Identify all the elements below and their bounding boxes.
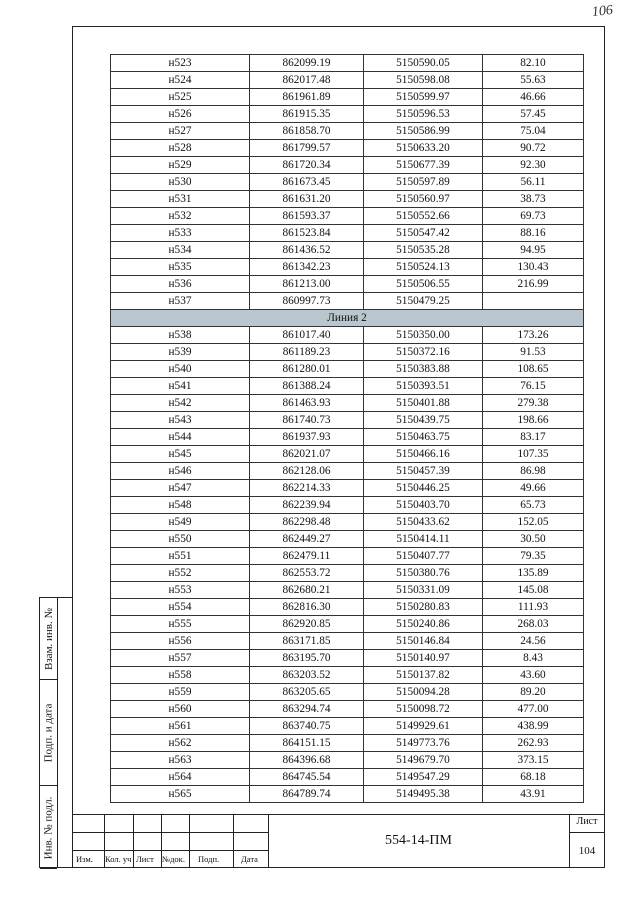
point-id-cell: н527	[111, 123, 250, 140]
y-coordinate-cell: 5149929.61	[364, 718, 483, 735]
stamp-ndok: №док.	[162, 854, 185, 864]
distance-cell: 8.43	[483, 650, 584, 667]
table-row	[111, 89, 584, 106]
point-id-cell: н544	[111, 429, 250, 446]
point-id-cell: н548	[111, 497, 250, 514]
point-id-cell: н543	[111, 412, 250, 429]
table-row	[111, 72, 584, 89]
x-coordinate-cell: 861017.40	[250, 327, 364, 344]
point-id-cell: н559	[111, 684, 250, 701]
distance-cell: 135.89	[483, 565, 584, 582]
x-coordinate-cell: 861189.23	[250, 344, 364, 361]
distance-cell: 55.63	[483, 72, 584, 89]
table-row	[111, 106, 584, 123]
table-row	[111, 174, 584, 191]
table-row	[111, 565, 584, 582]
point-id-cell: н558	[111, 667, 250, 684]
distance-cell: 69.73	[483, 208, 584, 225]
y-coordinate-cell: 5150463.75	[364, 429, 483, 446]
x-coordinate-cell: 861799.57	[250, 140, 364, 157]
y-coordinate-cell: 5150457.39	[364, 463, 483, 480]
y-coordinate-cell: 5150414.11	[364, 531, 483, 548]
table-row	[111, 191, 584, 208]
y-coordinate-cell: 5150380.76	[364, 565, 483, 582]
y-coordinate-cell: 5150560.97	[364, 191, 483, 208]
y-coordinate-cell: 5150596.53	[364, 106, 483, 123]
table-row	[111, 599, 584, 616]
table-row	[111, 378, 584, 395]
y-coordinate-cell: 5150446.25	[364, 480, 483, 497]
table-row	[111, 752, 584, 769]
distance-cell: 43.91	[483, 786, 584, 803]
distance-cell: 82.10	[483, 55, 584, 72]
distance-cell: 65.73	[483, 497, 584, 514]
x-coordinate-cell: 861858.70	[250, 123, 364, 140]
distance-cell: 268.03	[483, 616, 584, 633]
distance-cell: 373.15	[483, 752, 584, 769]
distance-cell: 90.72	[483, 140, 584, 157]
x-coordinate-cell: 862920.85	[250, 616, 364, 633]
x-coordinate-cell: 862553.72	[250, 565, 364, 582]
table-row	[111, 242, 584, 259]
point-id-cell: н531	[111, 191, 250, 208]
x-coordinate-cell: 861740.73	[250, 412, 364, 429]
point-id-cell: н557	[111, 650, 250, 667]
y-coordinate-cell: 5150407.77	[364, 548, 483, 565]
y-coordinate-cell: 5150350.00	[364, 327, 483, 344]
table-row	[111, 446, 584, 463]
table-row	[111, 293, 584, 310]
table-row	[111, 327, 584, 344]
distance-cell: 75.04	[483, 123, 584, 140]
table-row	[111, 429, 584, 446]
table-row	[111, 276, 584, 293]
distance-cell: 107.35	[483, 446, 584, 463]
y-coordinate-cell: 5150439.75	[364, 412, 483, 429]
x-coordinate-cell: 863294.74	[250, 701, 364, 718]
table-row	[111, 55, 584, 72]
x-coordinate-cell: 861631.20	[250, 191, 364, 208]
coordinates-table	[110, 54, 584, 803]
point-id-cell: н545	[111, 446, 250, 463]
point-id-cell: н564	[111, 769, 250, 786]
y-coordinate-cell: 5150506.55	[364, 276, 483, 293]
point-id-cell: н555	[111, 616, 250, 633]
x-coordinate-cell: 863740.75	[250, 718, 364, 735]
table-row	[111, 633, 584, 650]
x-coordinate-cell: 862128.06	[250, 463, 364, 480]
y-coordinate-cell: 5150383.88	[364, 361, 483, 378]
y-coordinate-cell: 5150401.88	[364, 395, 483, 412]
point-id-cell: н560	[111, 701, 250, 718]
side-strip	[39, 597, 72, 868]
x-coordinate-cell: 861342.23	[250, 259, 364, 276]
x-coordinate-cell: 863205.65	[250, 684, 364, 701]
point-id-cell: н533	[111, 225, 250, 242]
y-coordinate-cell: 5150677.39	[364, 157, 483, 174]
y-coordinate-cell: 5150137.82	[364, 667, 483, 684]
y-coordinate-cell: 5150280.83	[364, 599, 483, 616]
point-id-cell: н525	[111, 89, 250, 106]
point-id-cell: н538	[111, 327, 250, 344]
coordinates-table-body	[111, 55, 584, 803]
distance-cell: 92.30	[483, 157, 584, 174]
table-row	[111, 667, 584, 684]
point-id-cell: н524	[111, 72, 250, 89]
x-coordinate-cell: 861961.89	[250, 89, 364, 106]
y-coordinate-cell: 5150633.20	[364, 140, 483, 157]
point-id-cell: н542	[111, 395, 250, 412]
table-row	[111, 582, 584, 599]
x-coordinate-cell: 861673.45	[250, 174, 364, 191]
table-row	[111, 395, 584, 412]
distance-cell: 86.98	[483, 463, 584, 480]
point-id-cell: н529	[111, 157, 250, 174]
y-coordinate-cell: 5150598.08	[364, 72, 483, 89]
table-row	[111, 497, 584, 514]
distance-cell: 76.15	[483, 378, 584, 395]
table-row	[111, 480, 584, 497]
table-row	[111, 123, 584, 140]
x-coordinate-cell: 861593.37	[250, 208, 364, 225]
table-row	[111, 259, 584, 276]
point-id-cell: н561	[111, 718, 250, 735]
point-id-cell: н536	[111, 276, 250, 293]
x-coordinate-cell: 862816.30	[250, 599, 364, 616]
table-row	[111, 684, 584, 701]
point-id-cell: н565	[111, 786, 250, 803]
y-coordinate-cell: 5150597.89	[364, 174, 483, 191]
section-row	[111, 310, 584, 327]
sheet-number: 104	[578, 845, 596, 857]
table-row	[111, 616, 584, 633]
y-coordinate-cell: 5150140.97	[364, 650, 483, 667]
x-coordinate-cell: 862680.21	[250, 582, 364, 599]
distance-cell: 94.95	[483, 242, 584, 259]
x-coordinate-cell: 862449.27	[250, 531, 364, 548]
distance-cell: 91.53	[483, 344, 584, 361]
table-row	[111, 412, 584, 429]
distance-cell	[483, 293, 584, 310]
point-id-cell: н550	[111, 531, 250, 548]
y-coordinate-cell: 5150393.51	[364, 378, 483, 395]
table-row	[111, 718, 584, 735]
y-coordinate-cell: 5150466.16	[364, 446, 483, 463]
point-id-cell: н526	[111, 106, 250, 123]
y-coordinate-cell: 5150146.84	[364, 633, 483, 650]
y-coordinate-cell: 5150535.28	[364, 242, 483, 259]
point-id-cell: н528	[111, 140, 250, 157]
x-coordinate-cell: 861720.34	[250, 157, 364, 174]
x-coordinate-cell: 862099.19	[250, 55, 364, 72]
y-coordinate-cell: 5150524.13	[364, 259, 483, 276]
side-label-vzam: Взам. инв. №	[42, 608, 55, 670]
distance-cell: 145.08	[483, 582, 584, 599]
y-coordinate-cell: 5150552.66	[364, 208, 483, 225]
y-coordinate-cell: 5149679.70	[364, 752, 483, 769]
x-coordinate-cell: 860997.73	[250, 293, 364, 310]
table-row	[111, 463, 584, 480]
x-coordinate-cell: 862017.48	[250, 72, 364, 89]
side-label-podp: Подп. и дата	[42, 703, 55, 763]
point-id-cell: н554	[111, 599, 250, 616]
x-coordinate-cell: 862214.33	[250, 480, 364, 497]
distance-cell: 477.00	[483, 701, 584, 718]
x-coordinate-cell: 862298.48	[250, 514, 364, 531]
y-coordinate-cell: 5150331.09	[364, 582, 483, 599]
point-id-cell: н534	[111, 242, 250, 259]
table-row	[111, 225, 584, 242]
distance-cell: 79.35	[483, 548, 584, 565]
y-coordinate-cell: 5150599.97	[364, 89, 483, 106]
y-coordinate-cell: 5149547.29	[364, 769, 483, 786]
x-coordinate-cell: 863195.70	[250, 650, 364, 667]
title-block	[72, 814, 605, 868]
point-id-cell: н523	[111, 55, 250, 72]
x-coordinate-cell: 861280.01	[250, 361, 364, 378]
distance-cell: 88.16	[483, 225, 584, 242]
stamp-list: Лист	[136, 854, 154, 864]
y-coordinate-cell: 5150094.28	[364, 684, 483, 701]
distance-cell: 173.26	[483, 327, 584, 344]
stamp-izm: Изм.	[76, 854, 93, 864]
distance-cell: 111.93	[483, 599, 584, 616]
handwritten-page-number: 106	[591, 2, 614, 21]
distance-cell: 24.56	[483, 633, 584, 650]
point-id-cell: н541	[111, 378, 250, 395]
distance-cell: 130.43	[483, 259, 584, 276]
distance-cell: 83.17	[483, 429, 584, 446]
distance-cell: 46.66	[483, 89, 584, 106]
x-coordinate-cell: 861436.52	[250, 242, 364, 259]
table-row	[111, 769, 584, 786]
x-coordinate-cell: 861388.24	[250, 378, 364, 395]
y-coordinate-cell: 5149773.76	[364, 735, 483, 752]
table-row	[111, 735, 584, 752]
distance-cell: 89.20	[483, 684, 584, 701]
table-row	[111, 650, 584, 667]
x-coordinate-cell: 863171.85	[250, 633, 364, 650]
point-id-cell: н551	[111, 548, 250, 565]
table-row	[111, 140, 584, 157]
distance-cell: 216.99	[483, 276, 584, 293]
distance-cell: 68.18	[483, 769, 584, 786]
y-coordinate-cell: 5150372.16	[364, 344, 483, 361]
y-coordinate-cell: 5150590.05	[364, 55, 483, 72]
point-id-cell: н540	[111, 361, 250, 378]
distance-cell: 438.99	[483, 718, 584, 735]
x-coordinate-cell: 864151.15	[250, 735, 364, 752]
x-coordinate-cell: 862239.94	[250, 497, 364, 514]
distance-cell: 279.38	[483, 395, 584, 412]
distance-cell: 56.11	[483, 174, 584, 191]
sheet-label: Лист	[576, 816, 598, 827]
point-id-cell: н553	[111, 582, 250, 599]
distance-cell: 38.73	[483, 191, 584, 208]
x-coordinate-cell: 862021.07	[250, 446, 364, 463]
x-coordinate-cell: 861937.93	[250, 429, 364, 446]
x-coordinate-cell: 861523.84	[250, 225, 364, 242]
y-coordinate-cell: 5150240.86	[364, 616, 483, 633]
table-row	[111, 531, 584, 548]
distance-cell: 43.60	[483, 667, 584, 684]
stamp-kol: Кол. уч	[105, 854, 132, 864]
document-code: 554-14-ПМ	[385, 833, 452, 848]
point-id-cell: н549	[111, 514, 250, 531]
table-row	[111, 514, 584, 531]
x-coordinate-cell: 861463.93	[250, 395, 364, 412]
table-row	[111, 786, 584, 803]
point-id-cell: н563	[111, 752, 250, 769]
table-row	[111, 344, 584, 361]
x-coordinate-cell: 862479.11	[250, 548, 364, 565]
point-id-cell: н537	[111, 293, 250, 310]
point-id-cell: н535	[111, 259, 250, 276]
y-coordinate-cell: 5150098.72	[364, 701, 483, 718]
section-label: Линия 2	[111, 310, 584, 327]
stamp-podp: Подп.	[198, 854, 220, 864]
x-coordinate-cell: 864789.74	[250, 786, 364, 803]
stamp-data: Дата	[241, 854, 258, 864]
table-row	[111, 361, 584, 378]
x-coordinate-cell: 864745.54	[250, 769, 364, 786]
table-row	[111, 208, 584, 225]
x-coordinate-cell: 861213.00	[250, 276, 364, 293]
side-strip-blank-column	[57, 598, 73, 867]
distance-cell: 262.93	[483, 735, 584, 752]
point-id-cell: н556	[111, 633, 250, 650]
distance-cell: 57.45	[483, 106, 584, 123]
table-row	[111, 548, 584, 565]
y-coordinate-cell: 5150547.42	[364, 225, 483, 242]
y-coordinate-cell: 5150403.70	[364, 497, 483, 514]
distance-cell: 30.50	[483, 531, 584, 548]
side-label-inv: Инв. № подл.	[42, 796, 55, 859]
table-row	[111, 157, 584, 174]
y-coordinate-cell: 5149495.38	[364, 786, 483, 803]
x-coordinate-cell: 861915.35	[250, 106, 364, 123]
distance-cell: 152.05	[483, 514, 584, 531]
point-id-cell: н562	[111, 735, 250, 752]
table-row	[111, 701, 584, 718]
y-coordinate-cell: 5150479.25	[364, 293, 483, 310]
y-coordinate-cell: 5150586.99	[364, 123, 483, 140]
distance-cell: 198.66	[483, 412, 584, 429]
point-id-cell: н547	[111, 480, 250, 497]
distance-cell: 108.65	[483, 361, 584, 378]
point-id-cell: н539	[111, 344, 250, 361]
x-coordinate-cell: 864396.68	[250, 752, 364, 769]
point-id-cell: н546	[111, 463, 250, 480]
point-id-cell: н532	[111, 208, 250, 225]
distance-cell: 49.66	[483, 480, 584, 497]
point-id-cell: н552	[111, 565, 250, 582]
point-id-cell: н530	[111, 174, 250, 191]
x-coordinate-cell: 863203.52	[250, 667, 364, 684]
y-coordinate-cell: 5150433.62	[364, 514, 483, 531]
